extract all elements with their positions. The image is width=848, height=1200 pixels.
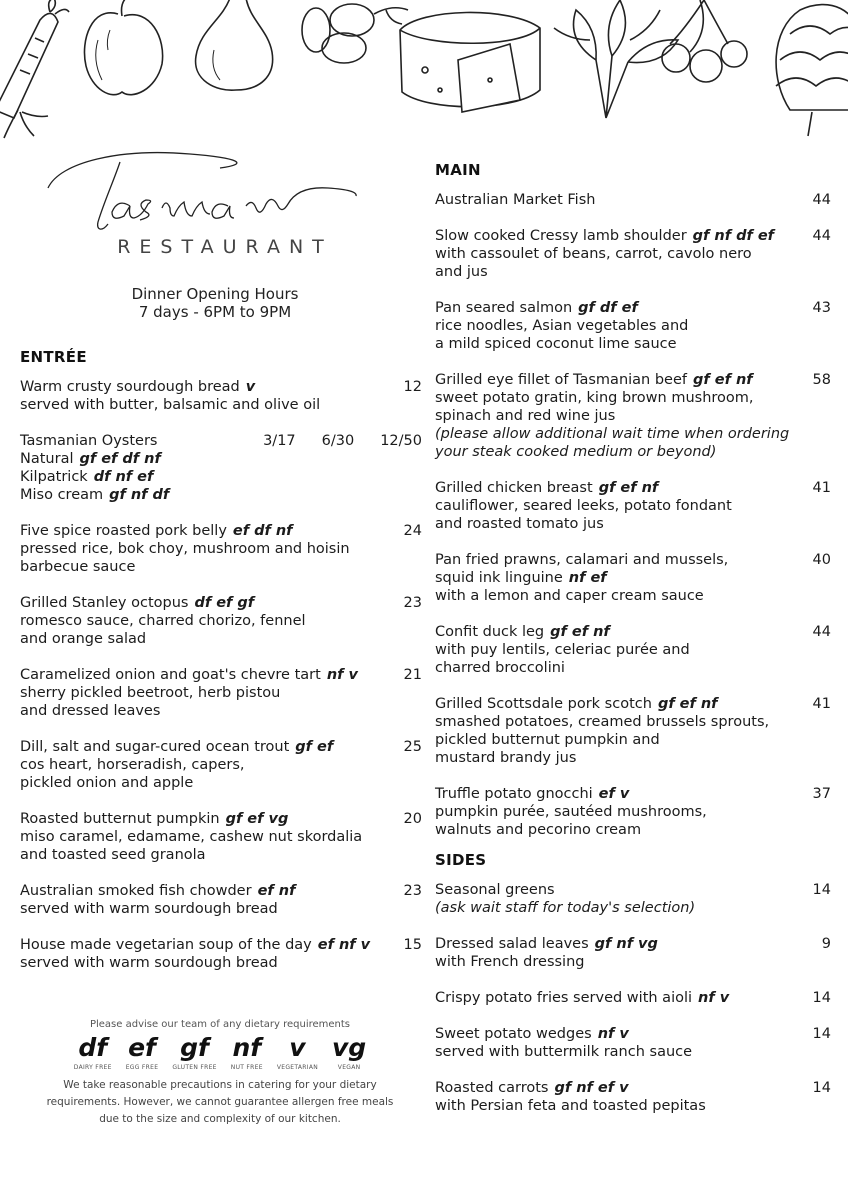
menu-item (435, 881, 831, 917)
apple-illustration (84, 0, 162, 95)
dietary-tags: gf ef df nf (79, 451, 161, 467)
dietary-tags: df nf ef (93, 469, 154, 485)
dish-description: spinach and red wine jus (435, 408, 616, 424)
dish-price: 9 (821, 936, 831, 952)
dish-note: your steak cooked medium or beyond) (435, 444, 717, 460)
dish-price: 25 (403, 739, 422, 755)
dish-description: pumpkin purée, sautéed mushrooms, (435, 804, 707, 820)
dish-description: served with butter, balsamic and olive oil (20, 397, 321, 413)
dietary-tags: ef nf (257, 883, 296, 899)
dietary-tags: gf ef nf (693, 372, 753, 388)
artichoke-illustration (776, 5, 848, 136)
main-heading: MAIN (435, 161, 481, 179)
dish-name: Pan seared salmon (435, 300, 573, 316)
entree-section (20, 348, 422, 990)
dish-price: 14 (812, 1026, 831, 1042)
legend-label: DAIRY FREE (73, 1064, 112, 1071)
dish-description: and dressed leaves (20, 703, 161, 719)
menu-item (435, 785, 831, 839)
disclaimer-line: requirements. However, we cannot guarantee allergen free meals (46, 1096, 394, 1108)
dietary-tags: gf ef nf (598, 480, 659, 496)
dish-description: with puy lentils, celeriac purée and (435, 642, 690, 658)
pear-illustration (196, 0, 273, 90)
dietary-tags: gf nf df ef (692, 228, 774, 244)
dietary-tags: gf nf vg (594, 936, 658, 952)
oyster-option-name: Natural (20, 451, 74, 467)
legend-abbr: gf (180, 1033, 209, 1062)
menu-item (435, 695, 831, 767)
dish-name: Sweet potato wedges (435, 1026, 592, 1042)
dish-description: pickled onion and apple (20, 775, 194, 791)
dietary-tags: gf ef (295, 739, 334, 755)
dish-price: 41 (812, 696, 831, 712)
dish-name: Pan fried prawns, calamari and mussels, (435, 552, 729, 568)
menu-item (435, 623, 831, 677)
legend-item (74, 1034, 112, 1071)
oysters-item (20, 432, 422, 504)
dish-description: smashed potatoes, creamed brussels sprouts, (435, 714, 770, 730)
dish-name: Five spice roasted pork belly (20, 523, 227, 539)
dietary-tags: df ef gf (194, 595, 255, 611)
legend-item (172, 1034, 216, 1071)
dish-description: with French dressing (435, 954, 585, 970)
dish-name: Truffle potato gnocchi (435, 786, 593, 802)
legend-item (277, 1034, 318, 1071)
dietary-tags: nf v (698, 990, 730, 1006)
carrot-illustration (0, 0, 69, 138)
dish-name: Dressed salad leaves (435, 936, 589, 952)
legend-item (332, 1034, 366, 1071)
disclaimer-line: We take reasonable precautions in catering for your dietary (63, 1079, 377, 1091)
dietary-tags: v (245, 379, 256, 395)
dietary-tags: gf ef vg (225, 811, 289, 827)
dish-description: mustard brandy jus (435, 750, 577, 766)
dish-price: 23 (403, 595, 422, 611)
menu-item (435, 551, 831, 605)
dish-description: and orange salad (20, 631, 147, 647)
legend-label: VEGAN (337, 1064, 361, 1071)
oyster-price: 12/50 (380, 433, 422, 449)
dietary-tags: ef v (598, 786, 630, 802)
dish-description: rice noodles, Asian vegetables and (435, 318, 689, 334)
opening-hours (100, 285, 330, 321)
dish-name: Australian Market Fish (435, 192, 596, 208)
legend-label: NUT FREE (230, 1064, 263, 1071)
dish-description: and roasted tomato jus (435, 516, 604, 532)
main-and-sides-column (435, 161, 831, 1133)
dish-price: 43 (812, 300, 831, 316)
restaurant-wordmark: RESTAURANT (117, 236, 333, 258)
oyster-price: 6/30 (321, 433, 355, 449)
dish-description: cos heart, horseradish, capers, (20, 757, 245, 773)
dish-price: 44 (812, 228, 831, 244)
dish-description: sherry pickled beetroot, herb pistou (20, 685, 281, 701)
opening-hours-title: Dinner Opening Hours (131, 285, 299, 303)
olives-illustration (302, 4, 408, 63)
dish-price: 20 (403, 811, 422, 827)
legend-abbr: vg (332, 1033, 367, 1062)
dish-price: 23 (403, 883, 422, 899)
menu-item (435, 1079, 831, 1115)
legend-label: GLUTEN FREE (172, 1064, 217, 1071)
dish-name: Warm crusty sourdough bread (20, 379, 240, 395)
menu-item (435, 299, 831, 353)
sides-heading: SIDES (435, 851, 487, 869)
dish-price: 21 (403, 667, 422, 683)
menu-item (435, 1025, 831, 1061)
dietary-legend (30, 1034, 410, 1071)
food-illustration-banner (0, 0, 848, 140)
legend-abbr: v (289, 1033, 306, 1062)
dish-price: 58 (812, 372, 831, 388)
dietary-tags: nf ef (568, 570, 607, 586)
dish-price: 37 (812, 786, 831, 802)
dietary-advise-note: Please advise our team of any dietary requirements (89, 1019, 351, 1030)
dish-price: 14 (812, 882, 831, 898)
oyster-option-name: Miso cream (20, 487, 104, 503)
dish-price: 44 (812, 192, 831, 208)
menu-item (435, 935, 831, 971)
dish-name: Grilled eye fillet of Tasmanian beef (435, 372, 688, 388)
menu-item (435, 227, 831, 281)
dish-name: Roasted carrots (435, 1080, 549, 1096)
dish-name: Australian smoked fish chowder (20, 883, 252, 899)
herbs-illustration (554, 0, 678, 118)
dish-name: Roasted butternut pumpkin (20, 811, 220, 827)
dish-description: barbecue sauce (20, 559, 136, 575)
dietary-tags: gf nf df (109, 487, 170, 503)
dish-description: pressed rice, bok choy, mushroom and hoisin (20, 541, 350, 557)
oyster-prices (237, 432, 422, 450)
dish-description: a mild spiced coconut lime sauce (435, 336, 677, 352)
menu-item (435, 191, 831, 209)
tasman-script-logo (40, 140, 370, 240)
dietary-tags: nf v (597, 1026, 629, 1042)
oyster-option-name: Kilpatrick (20, 469, 88, 485)
dish-description: cauliflower, seared leeks, potato fondant (435, 498, 732, 514)
dish-description: and jus (435, 264, 488, 280)
dish-description: squid ink linguine (435, 570, 563, 586)
dish-price: 15 (403, 937, 422, 953)
dish-price: 14 (812, 990, 831, 1006)
menu-item (435, 989, 831, 1007)
dish-name: Slow cooked Cressy lamb shoulder (435, 228, 687, 244)
disclaimer-line: due to the size and complexity of our kitchen. (99, 1113, 341, 1125)
dish-name: Seasonal greens (435, 882, 555, 898)
dietary-tags: ef df nf (232, 523, 293, 539)
legend-item (231, 1034, 263, 1071)
dish-description: served with warm sourdough bread (20, 901, 278, 917)
legend-abbr: nf (232, 1033, 262, 1062)
legend-label: VEGETARIAN (276, 1064, 319, 1071)
menu-item (20, 378, 422, 414)
dish-name: House made vegetarian soup of the day (20, 937, 312, 953)
dish-price: 41 (812, 480, 831, 496)
dish-name: Grilled Stanley octopus (20, 595, 189, 611)
dish-description: served with buttermilk ranch sauce (435, 1044, 693, 1060)
dish-description: romesco sauce, charred chorizo, fennel (20, 613, 306, 629)
dish-description: with cassoulet of beans, carrot, cavolo nero (435, 246, 752, 262)
dish-name: Crispy potato fries served with aioli (435, 990, 693, 1006)
dish-description: walnuts and pecorino cream (435, 822, 642, 838)
dietary-tags: ef nf v (317, 937, 371, 953)
dietary-tags: gf ef nf (550, 624, 610, 640)
oyster-price: 3/17 (263, 433, 296, 449)
dietary-tags: nf v (326, 667, 358, 683)
dietary-tags: gf nf ef v (554, 1080, 629, 1096)
dish-description: charred broccolini (435, 660, 565, 676)
dish-price: 24 (403, 523, 422, 539)
dish-name: Grilled Scottsdale pork scotch (435, 696, 652, 712)
menu-item (20, 810, 422, 864)
dish-note: (ask wait staff for today's selection) (435, 900, 696, 916)
dish-name: Caramelized onion and goat's chevre tart (20, 667, 321, 683)
menu-item (20, 738, 422, 792)
dietary-legend-panel (30, 1019, 410, 1128)
menu-item (20, 522, 422, 576)
dish-price: 40 (812, 552, 831, 568)
dish-name: Tasmanian Oysters (20, 433, 158, 449)
menu-item (20, 882, 422, 918)
dietary-tags: gf df ef (578, 300, 638, 316)
dish-note: (please allow additional wait time when ordering (435, 426, 790, 442)
dish-price: 12 (403, 379, 422, 395)
opening-hours-times: 7 days - 6PM to 9PM (138, 303, 292, 321)
dish-description: miso caramel, edamame, cashew nut skordalia (20, 829, 363, 845)
dish-name: Confit duck leg (435, 624, 545, 640)
dish-description: served with warm sourdough bread (20, 955, 278, 971)
menu-item (20, 936, 422, 972)
dish-description: sweet potato gratin, king brown mushroom, (435, 390, 754, 406)
cherries-illustration (662, 0, 747, 82)
dish-description: and toasted seed granola (20, 847, 206, 863)
cheese-wheel-illustration (400, 12, 540, 112)
menu-item (435, 371, 831, 461)
entree-heading: ENTRÉE (20, 348, 87, 366)
dish-description: with a lemon and caper cream sauce (435, 588, 704, 604)
legend-item (126, 1034, 159, 1071)
legend-label: EGG FREE (125, 1064, 159, 1071)
dish-price: 14 (812, 1080, 831, 1096)
dish-name: Dill, salt and sugar-cured ocean trout (20, 739, 290, 755)
dish-description: pickled butternut pumpkin and (435, 732, 660, 748)
menu-item (435, 479, 831, 533)
menu-item (20, 594, 422, 648)
legend-abbr: ef (128, 1033, 156, 1062)
menu-item (20, 666, 422, 720)
allergen-disclaimer (30, 1077, 410, 1128)
dietary-tags: gf ef nf (657, 696, 718, 712)
legend-abbr: df (78, 1033, 108, 1062)
dish-price: 44 (812, 624, 831, 640)
dish-description: with Persian feta and toasted pepitas (435, 1098, 706, 1114)
dish-name: Grilled chicken breast (435, 480, 593, 496)
